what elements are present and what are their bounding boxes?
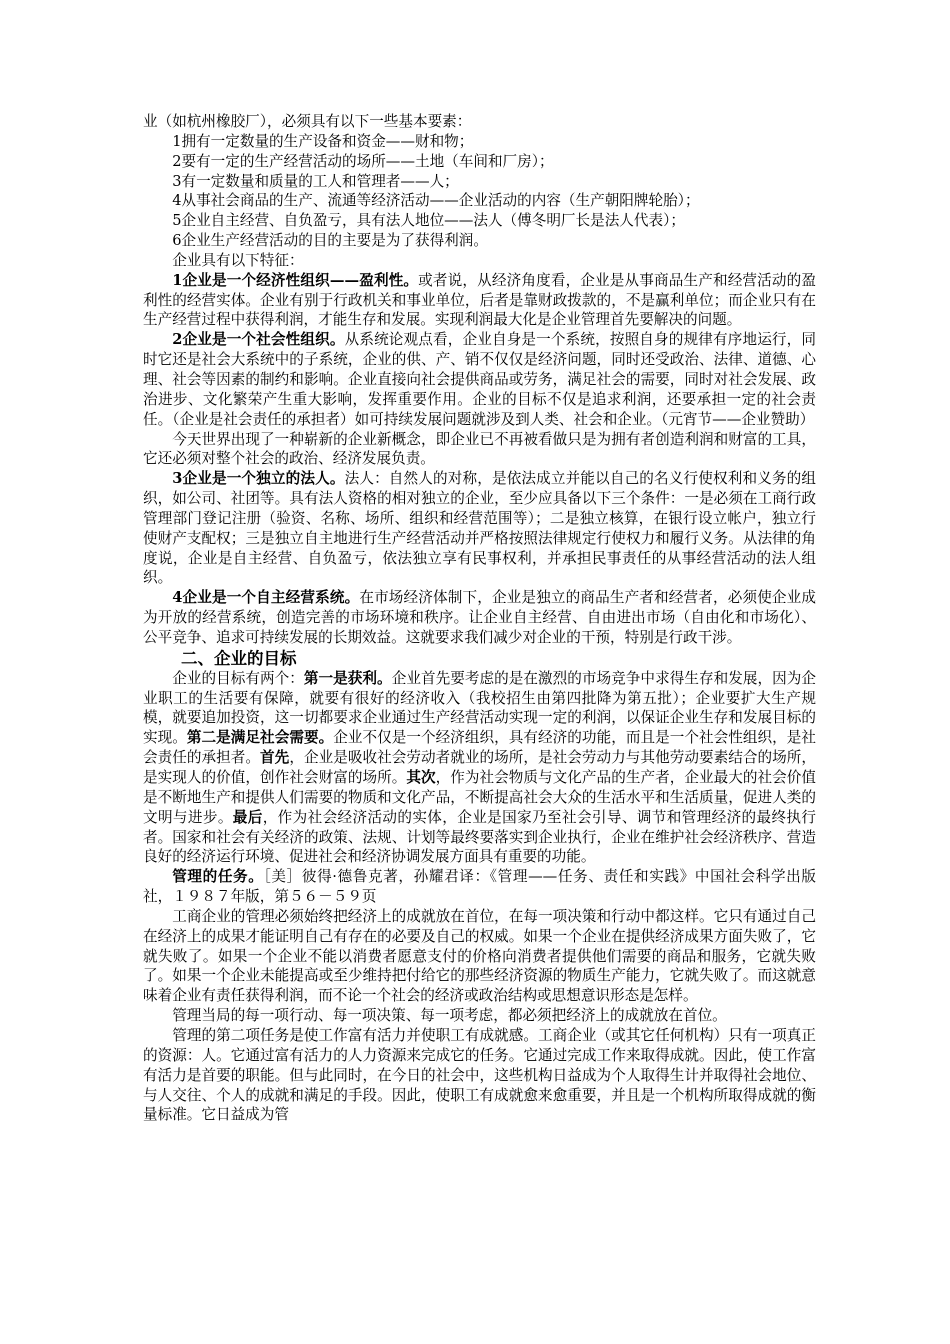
feature-1-heading: 1企业是一个经济性组织——盈利性。: [172, 271, 419, 289]
element-4: 4从事社会商品的生产、流通等经济活动——企业活动的内容（生产朝阳牌轮胎）；: [172, 192, 700, 210]
feature-2-body: 从系统论观点看，企业自身是一个系统，按照自身的规律有序地运行，同时它还是社会大系统中的子系统，企业的供、产、销不仅仅是经济问题，同时还受政治、法律、道德、心理、社会等因素的制约和影响。企业直接向社会提供商品或劳务，满足社会的需要，同时对社会发展、政治进步、文化繁荣产生重大影响，发挥重要作用。企业的目标不仅是追求利润，还要承担一定的社会责任。（企业是社会责任的承担者）如可持续发展问题就涉及到人类、社会和企业。（元宵节——企业赞助）: [143, 331, 817, 428]
goal-s1-label: 首先: [260, 749, 290, 767]
goal-first-label: 第一是获利。: [303, 669, 392, 687]
feature-1-body: 或者说，从经济角度看，企业是从事商品生产和经营活动的盈利性的经营实体。企业有别于行政机关和事业单位，后者是靠财政拨款的，不是赢利单位；而企业只有在生产经营过程中获得利润，才能生存和发展。实现利润最大化是企业管理首先要解决的问题。: [143, 271, 816, 329]
feature-1-paragraph: [143, 271, 816, 331]
goals-lead: 企业的目标有两个：: [172, 669, 304, 687]
quote-paragraph-3: 管理的第二项任务是使工作富有活力并使职工有成就感。工商企业（或其它任何机构）只有一项真正的资源：人。它通过富有活力的人力资源来完成它的任务。它通过完成工作来取得成就。因此，使工作富有活力是首要的职能。但与此同时，在今日的社会中，这些机构日益成为个人取得生计并取得社会地位、与人交往、个人的成就和满足的手段。因此，使职工有成就愈来愈重要，并且是一个机构所取得成就的衡量标准。它日益成为管: [143, 1026, 816, 1124]
feature-3-body: 法人：自然人的对称，是依法成立并能以自己的名义行使权利和义务的组织，如公司、社团等。具有法人资格的相对独立的企业，至少应具备以下三个条件：一是必须在工商行政管理部门登记注册（验资、名称、场所、组织和经营范围等）；二是独立核算，在银行设立帐户，独立行使财产支配权；三是独立自主地进行生产经营活动并严格按照法律规定行使权力和履行义务。从法律的角度说，企业是自主经营、自负盈亏，依法独立享有民事权利，并承担民事责任的从事经营活动的法人组织。: [143, 470, 817, 587]
feature-4-body: 在市场经济体制下，企业是独立的商品生产者和经营者，必须使企业成为开放的经营系统，创造完善的市场环境和秩序。让企业自主经营、自由进出市场（自由化和市场化）、公平竞争、追求可持续发展的长期效益。这就要求我们减少对企业的干预，特别是行政干涉。: [143, 589, 816, 646]
feature-2-heading: 2企业是一个社会性组织。: [172, 331, 345, 349]
management-source: ［美］彼得·德鲁克著，孙耀君译：《管理——任务、责任和实践》中国社会科学出版社，１９８７年版，第５６－５９页: [143, 868, 816, 906]
element-3: 3有一定数量和质量的工人和管理者——人；: [172, 172, 459, 190]
new-concept-paragraph: 今天世界出现了一种崭新的企业新概念，即企业已不再被看做只是为拥有者创造利润和财富的工具，它还必须对整个社会的政治、经济发展负责。: [143, 430, 816, 468]
feature-3-paragraph: [143, 469, 816, 588]
element-5: 5企业自主经营、自负盈亏，具有法人地位——法人（傅冬明厂长是法人代表）；: [172, 212, 685, 230]
intro-line: 业（如杭州橡胶厂），必须具有以下一些基本要素：: [143, 113, 472, 130]
goal-second-label: 第二是满足社会需要。: [186, 729, 334, 747]
section-title: 二、企业的目标: [181, 648, 297, 668]
goal-second-body: 企业不仅是一个经济组织，具有经济的功能，而且是一个社会性组织，是社会责任的承担者。: [143, 729, 816, 767]
element-2: 2要有一定的生产经营活动的场所——土地（车间和厂房）；: [172, 152, 554, 170]
quote-paragraph-2: 管理当局的每一项行动、每一项决策、每一项考虑，都必须把经济上的成就放在首位。: [172, 1007, 727, 1025]
feature-4-heading: 4企业是一个自主经营系统。: [172, 589, 360, 607]
goal-first-body: 企业首先要考虑的是在激烈的市场竞争中求得生存和发展，因为企业职工的生活要有保障，就要有很好的经济收入（我校招生由第四批降为第五批）；企业要扩大生产规模，就要追加投资，这一切都要求企业通过生产经营活动实现一定的利润，以保证企业生存和发展目标的实现。: [143, 669, 816, 747]
goal-s3-label: 最后: [232, 808, 263, 826]
feature-3-heading: 3企业是一个独立的法人。: [172, 470, 345, 488]
goal-s2-label: 其次: [406, 769, 436, 786]
management-citation: [143, 867, 816, 907]
goal-s2-body: ，作为社会物质与文化产品的生产者，企业最大的社会价值是不断地生产和提供人们需要的物质和文化产品，不断提高社会大众的生活水平和生活质量，促进人类的文明与进步。: [143, 769, 816, 826]
management-label: 管理的任务。: [172, 868, 264, 886]
goal-s1-body: ，企业是吸收社会劳动者就业的场所，是社会劳动力与其他劳动要素结合的场所，是实现人的价值，创作社会财富的场所。: [143, 749, 816, 786]
features-intro: 企业具有以下特征：: [172, 251, 304, 269]
goal-s3-body: ，作为社会经济活动的实体，企业是国家乃至社会引导、调节和管理经济的最终执行者。国家和社会有关经济的政策、法规、计划等最终要落实到企业执行，企业在维护社会经济秩序、营造良好的经济运行环境、促进社会和经济协调发展方面具有重要的功能。: [143, 808, 816, 866]
goals-paragraph: [143, 669, 816, 867]
element-6: 6企业生产经营活动的目的主要是为了获得利润。: [172, 232, 488, 250]
feature-4-paragraph: [143, 588, 816, 648]
quote-paragraph-1: 工商企业的管理必须始终把经济上的成就放在首位，在每一项决策和行动中都这样。它只有通过自己在经济上的成果才能证明自己有存在的必要及自己的权威。如果一个企业在提供经济成果方面失败了，它就失败了。如果一个企业不能以消费者愿意支付的价格向消费者提供他们需要的商品和服务，它就失败了。如果一个企业未能提高或至少维持把付给它的那些经济资源的物质生产能力，它就失败了。而这就意味着企业有责任获得利润，而不论一个社会的经济或政治结构或思想意识形态是怎样。: [143, 907, 816, 1005]
feature-2-paragraph: [143, 330, 816, 429]
element-1: 1拥有一定数量的生产设备和资金——财和物；: [172, 132, 474, 150]
